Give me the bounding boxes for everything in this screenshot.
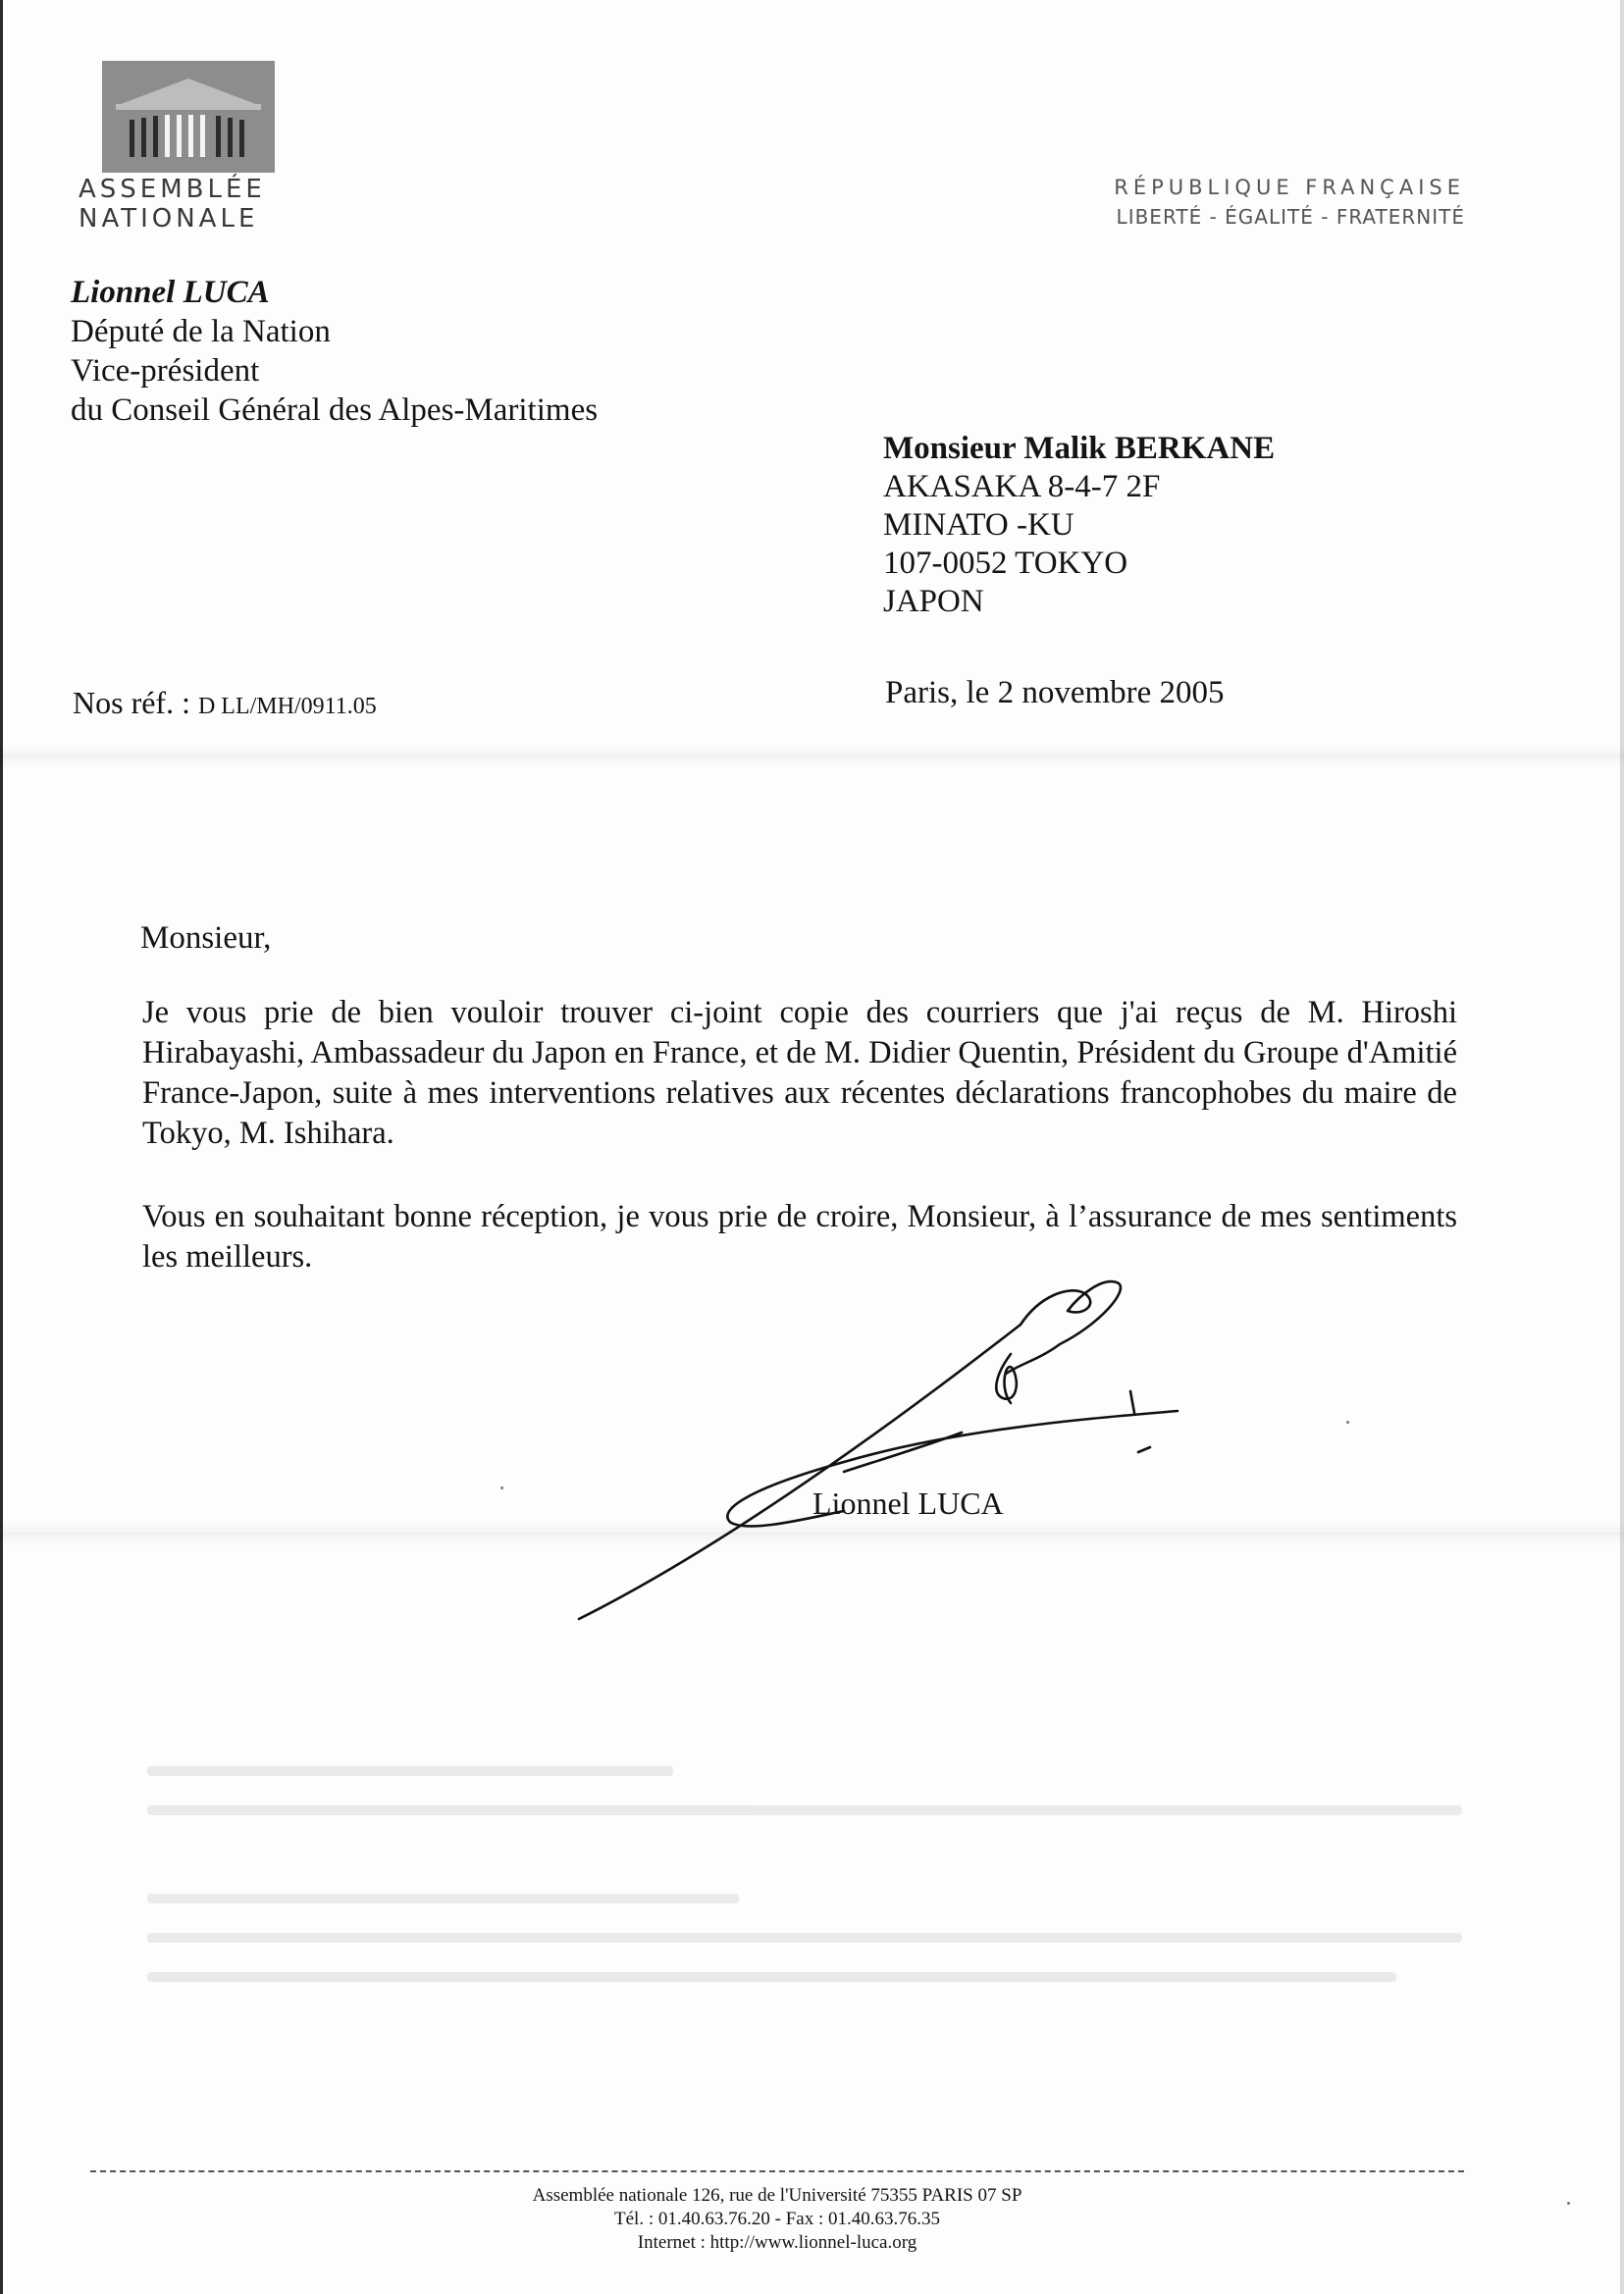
body-paragraph-2: Vous en souhaitant bonne réception, je vous prie de croire, Monsieur, à l’assurance de mes sentiments les meilleurs. (142, 1199, 1457, 1275)
scan-edge-left (0, 0, 3, 2294)
logo-line-2: NATIONALE (79, 204, 259, 234)
republique-motto: LIBERTÉ - ÉGALITÉ - FRATERNITÉ (1116, 205, 1465, 229)
recipient-line-3: 107-0052 TOKYO (883, 546, 1128, 581)
body-paragraph-1: Je vous prie de bien vouloir trouver ci-joint copie des courriers que j'ai reçus de M. Hiroshi Hirabayashi, Ambassadeur du Japon en France, et de M. Didier Quentin, Président du Groupe d'Amitié France-Japon, suite à mes interventions relatives aux récentes déclarations francophobes du maire de Tokyo, M. Ishihara. (142, 995, 1457, 1151)
footer-website: Internet : http://www.lionnel-luca.org (637, 2232, 917, 2253)
sender-name: Lionnel LUCA (71, 275, 270, 310)
footer (90, 2184, 1464, 2255)
sender-title-1: Député de la Nation (71, 314, 331, 349)
assemblee-logo-text (79, 175, 294, 234)
sender-block (71, 273, 598, 430)
paper-fold-upper (0, 744, 1624, 769)
footer-address: Assemblée nationale 126, rue de l'Université 75355 PARIS 07 SP (532, 2185, 1022, 2206)
republique-title: RÉPUBLIQUE FRANÇAISE (1114, 176, 1465, 199)
letter-date: Paris, le 2 novembre 2005 (885, 675, 1225, 710)
footer-dashed-rule (90, 2170, 1464, 2172)
salutation: Monsieur, (140, 920, 272, 956)
recipient-line-2: MINATO -KU (883, 507, 1074, 543)
logo-line-1: ASSEMBLÉE (79, 175, 266, 204)
recipient-line-1: AKASAKA 8-4-7 2F (883, 469, 1161, 504)
republique-header (1114, 173, 1465, 232)
sender-title-2: Vice-président (71, 353, 260, 389)
reverse-side-bleed-through (147, 1766, 1462, 2051)
scan-speck (1346, 1421, 1349, 1424)
signature-printed-name: Lionnel LUCA (812, 1486, 1004, 1521)
assemblee-logo-icon (102, 61, 275, 173)
recipient-name: Monsieur Malik BERKANE (883, 431, 1276, 466)
recipient-line-4: JAPON (883, 584, 984, 619)
scan-edge-right (1620, 0, 1624, 2294)
reference-value: D LL/MH/0911.05 (197, 694, 377, 719)
scan-speck (1567, 2202, 1570, 2205)
scan-speck (500, 1486, 503, 1489)
sender-title-3: du Conseil Général des Alpes-Maritimes (71, 392, 599, 428)
recipient-address (883, 430, 1275, 621)
reference-label: Nos réf. : (73, 685, 190, 720)
handwritten-signature (550, 1266, 1197, 1639)
footer-phone-fax: Tél. : 01.40.63.76.20 - Fax : 01.40.63.76.35 (614, 2209, 940, 2229)
reference (73, 685, 377, 721)
